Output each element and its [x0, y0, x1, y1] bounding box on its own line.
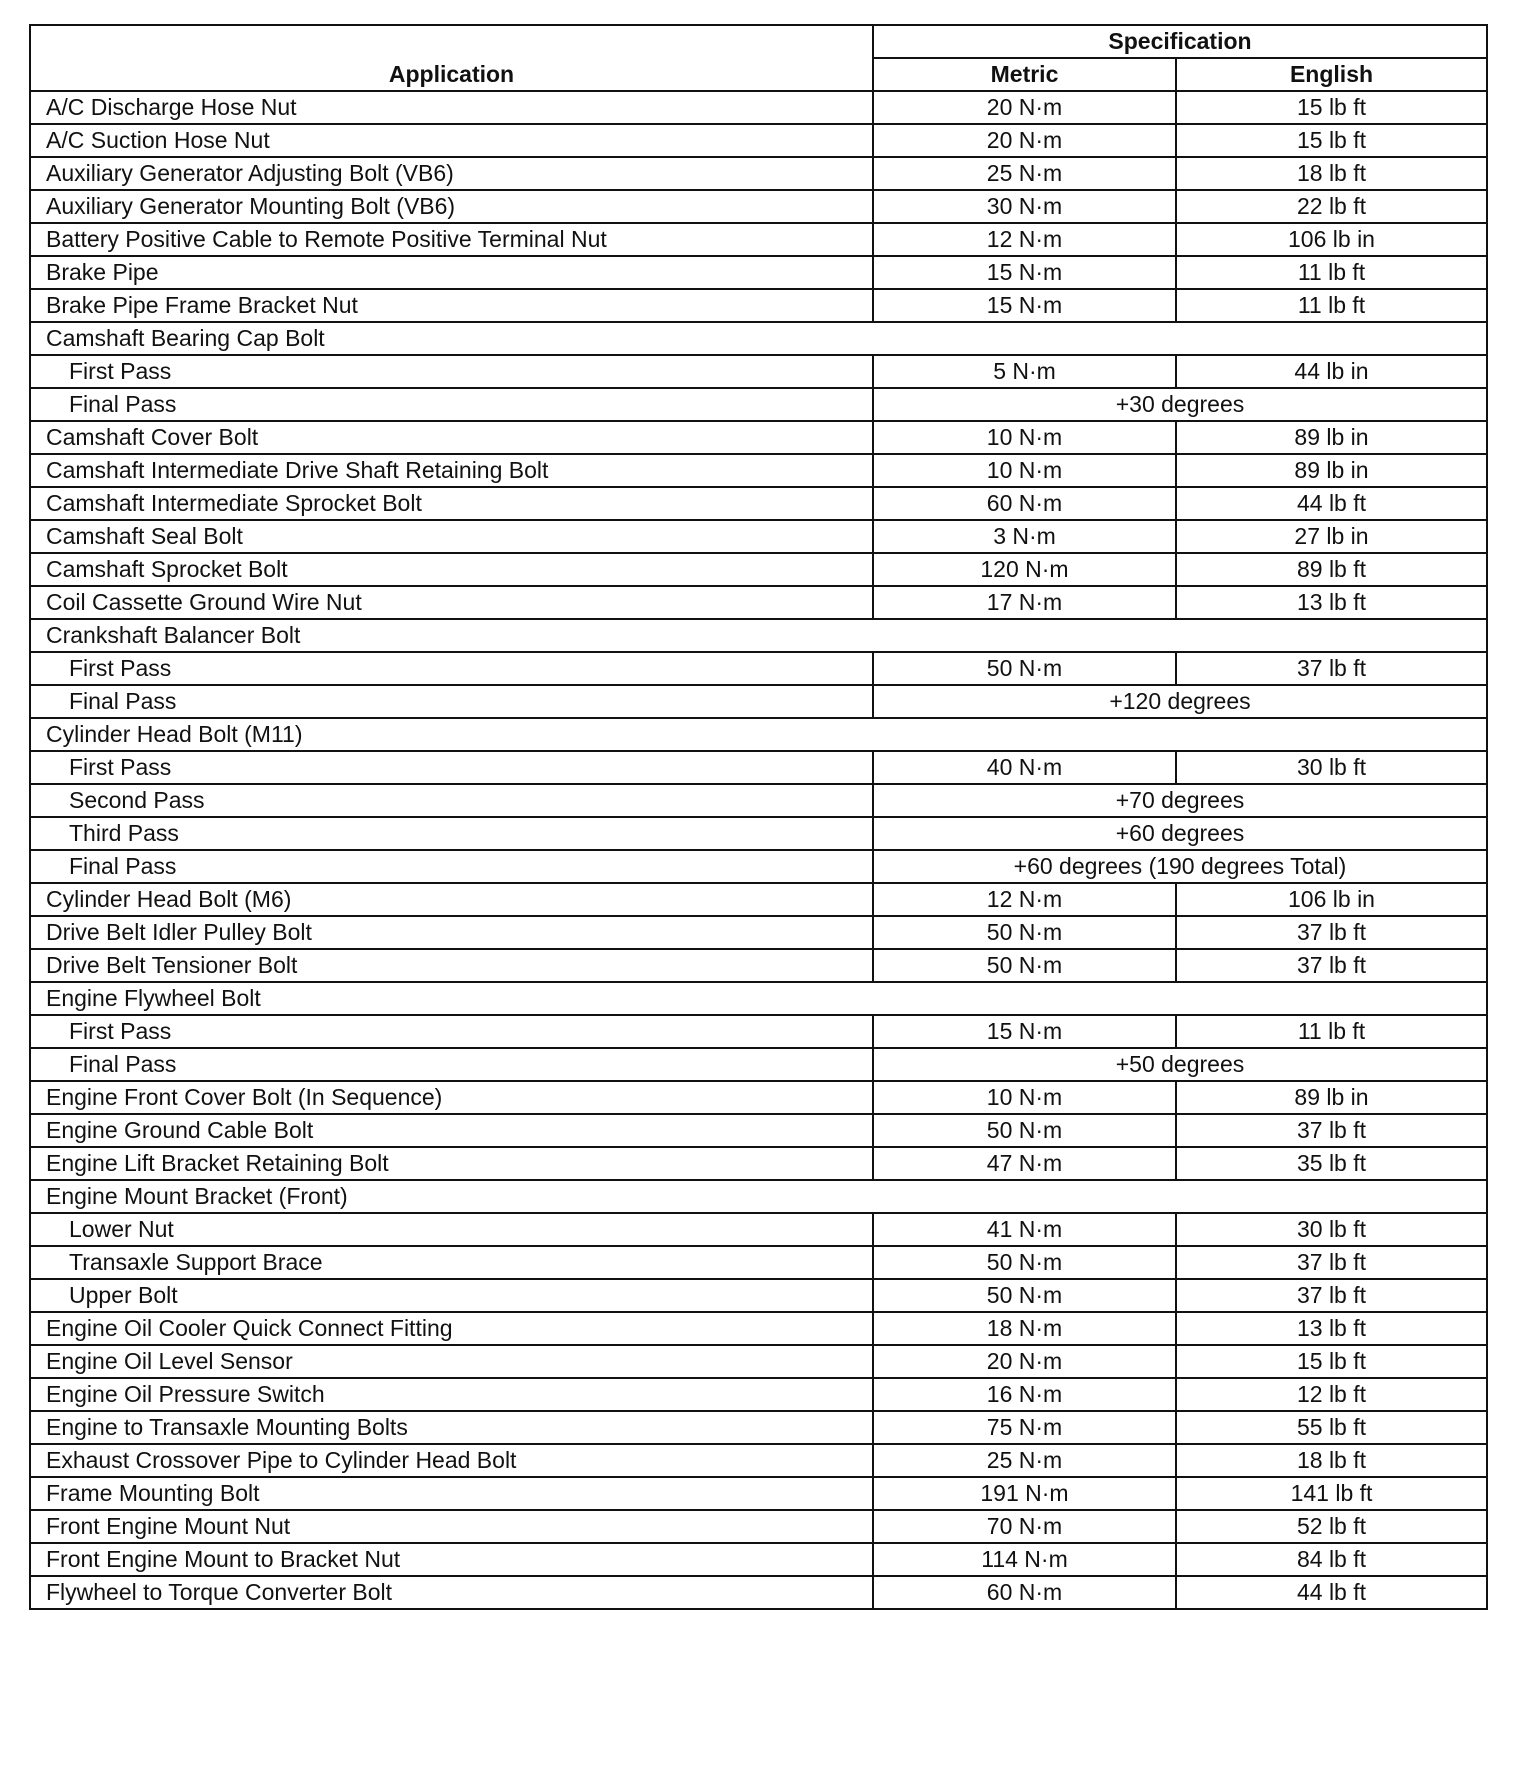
application-cell: Engine Ground Cable Bolt: [30, 1114, 873, 1147]
table-row: [30, 1477, 1487, 1510]
metric-cell: 50 N·m: [873, 949, 1176, 982]
metric-cell: 70 N·m: [873, 1510, 1176, 1543]
table-row: [30, 454, 1487, 487]
metric-cell: 20 N·m: [873, 124, 1176, 157]
application-cell: Battery Positive Cable to Remote Positive Terminal Nut: [30, 223, 873, 256]
application-cell: Engine Mount Bracket (Front): [30, 1180, 1487, 1213]
table-group-row: [30, 1180, 1487, 1213]
specification-cell: +60 degrees (190 degrees Total): [873, 850, 1487, 883]
english-cell: 37 lb ft: [1176, 949, 1487, 982]
english-cell: 12 lb ft: [1176, 1378, 1487, 1411]
english-cell: 84 lb ft: [1176, 1543, 1487, 1576]
table-body: [30, 91, 1487, 1609]
english-cell: 44 lb ft: [1176, 1576, 1487, 1609]
metric-cell: 60 N·m: [873, 1576, 1176, 1609]
table-row: [30, 421, 1487, 454]
english-cell: 89 lb ft: [1176, 553, 1487, 586]
metric-cell: 41 N·m: [873, 1213, 1176, 1246]
metric-cell: 50 N·m: [873, 1279, 1176, 1312]
metric-cell: 25 N·m: [873, 1444, 1176, 1477]
application-cell: Cylinder Head Bolt (M11): [30, 718, 1487, 751]
application-cell: Engine Oil Pressure Switch: [30, 1378, 873, 1411]
application-cell: Crankshaft Balancer Bolt: [30, 619, 1487, 652]
table-row: [30, 817, 1487, 850]
english-cell: 27 lb in: [1176, 520, 1487, 553]
specification-cell: +30 degrees: [873, 388, 1487, 421]
metric-cell: 18 N·m: [873, 1312, 1176, 1345]
english-cell: 37 lb ft: [1176, 916, 1487, 949]
application-cell: First Pass: [30, 1015, 873, 1048]
application-cell: A/C Discharge Hose Nut: [30, 91, 873, 124]
application-cell: Exhaust Crossover Pipe to Cylinder Head Bolt: [30, 1444, 873, 1477]
application-cell: Engine Flywheel Bolt: [30, 982, 1487, 1015]
application-cell: Cylinder Head Bolt (M6): [30, 883, 873, 916]
english-cell: 89 lb in: [1176, 454, 1487, 487]
application-cell: Camshaft Cover Bolt: [30, 421, 873, 454]
table-row: [30, 157, 1487, 190]
table-row: [30, 388, 1487, 421]
application-cell: Final Pass: [30, 1048, 873, 1081]
table-row: [30, 553, 1487, 586]
metric-cell: 17 N·m: [873, 586, 1176, 619]
application-cell: Brake Pipe: [30, 256, 873, 289]
metric-cell: 50 N·m: [873, 1114, 1176, 1147]
table-row: [30, 883, 1487, 916]
english-cell: 37 lb ft: [1176, 1279, 1487, 1312]
torque-spec-table: [29, 24, 1488, 1610]
metric-cell: 15 N·m: [873, 1015, 1176, 1048]
table-row: [30, 850, 1487, 883]
table-row: [30, 1048, 1487, 1081]
metric-cell: 60 N·m: [873, 487, 1176, 520]
table-row: [30, 751, 1487, 784]
table-row: [30, 784, 1487, 817]
metric-cell: 20 N·m: [873, 91, 1176, 124]
table-row: [30, 1081, 1487, 1114]
table-row: [30, 1345, 1487, 1378]
table-row: [30, 1444, 1487, 1477]
english-cell: 37 lb ft: [1176, 1114, 1487, 1147]
application-cell: First Pass: [30, 652, 873, 685]
application-cell: Brake Pipe Frame Bracket Nut: [30, 289, 873, 322]
application-cell: Auxiliary Generator Adjusting Bolt (VB6): [30, 157, 873, 190]
application-cell: Auxiliary Generator Mounting Bolt (VB6): [30, 190, 873, 223]
application-cell: Engine Front Cover Bolt (In Sequence): [30, 1081, 873, 1114]
application-cell: Final Pass: [30, 685, 873, 718]
header-metric: Metric: [873, 58, 1176, 91]
application-cell: Second Pass: [30, 784, 873, 817]
english-cell: 37 lb ft: [1176, 652, 1487, 685]
table-row: [30, 355, 1487, 388]
application-cell: Frame Mounting Bolt: [30, 1477, 873, 1510]
application-cell: Final Pass: [30, 850, 873, 883]
english-cell: 11 lb ft: [1176, 1015, 1487, 1048]
application-cell: Third Pass: [30, 817, 873, 850]
specification-cell: +50 degrees: [873, 1048, 1487, 1081]
metric-cell: 50 N·m: [873, 1246, 1176, 1279]
table-row: [30, 685, 1487, 718]
metric-cell: 114 N·m: [873, 1543, 1176, 1576]
metric-cell: 47 N·m: [873, 1147, 1176, 1180]
application-cell: Final Pass: [30, 388, 873, 421]
specification-cell: +70 degrees: [873, 784, 1487, 817]
english-cell: 106 lb in: [1176, 223, 1487, 256]
metric-cell: 16 N·m: [873, 1378, 1176, 1411]
english-cell: 52 lb ft: [1176, 1510, 1487, 1543]
table-row: [30, 190, 1487, 223]
table-row: [30, 487, 1487, 520]
application-cell: Camshaft Seal Bolt: [30, 520, 873, 553]
application-cell: Camshaft Intermediate Drive Shaft Retaining Bolt: [30, 454, 873, 487]
english-cell: 141 lb ft: [1176, 1477, 1487, 1510]
metric-cell: 120 N·m: [873, 553, 1176, 586]
application-cell: First Pass: [30, 751, 873, 784]
application-cell: Transaxle Support Brace: [30, 1246, 873, 1279]
table-row: [30, 652, 1487, 685]
application-cell: Front Engine Mount to Bracket Nut: [30, 1543, 873, 1576]
application-cell: Camshaft Sprocket Bolt: [30, 553, 873, 586]
metric-cell: 50 N·m: [873, 652, 1176, 685]
english-cell: 89 lb in: [1176, 421, 1487, 454]
table-row: [30, 289, 1487, 322]
table-row: [30, 916, 1487, 949]
application-cell: Engine Oil Cooler Quick Connect Fitting: [30, 1312, 873, 1345]
english-cell: 55 lb ft: [1176, 1411, 1487, 1444]
application-cell: Upper Bolt: [30, 1279, 873, 1312]
metric-cell: 3 N·m: [873, 520, 1176, 553]
metric-cell: 40 N·m: [873, 751, 1176, 784]
table-row: [30, 223, 1487, 256]
english-cell: 15 lb ft: [1176, 124, 1487, 157]
application-cell: First Pass: [30, 355, 873, 388]
specification-cell: +60 degrees: [873, 817, 1487, 850]
table-group-row: [30, 619, 1487, 652]
table-row: [30, 1213, 1487, 1246]
english-cell: 37 lb ft: [1176, 1246, 1487, 1279]
english-cell: 11 lb ft: [1176, 256, 1487, 289]
table-row: [30, 1576, 1487, 1609]
application-cell: Coil Cassette Ground Wire Nut: [30, 586, 873, 619]
english-cell: 35 lb ft: [1176, 1147, 1487, 1180]
metric-cell: 15 N·m: [873, 289, 1176, 322]
metric-cell: 10 N·m: [873, 454, 1176, 487]
english-cell: 22 lb ft: [1176, 190, 1487, 223]
application-cell: Engine to Transaxle Mounting Bolts: [30, 1411, 873, 1444]
english-cell: 89 lb in: [1176, 1081, 1487, 1114]
table-row: [30, 1411, 1487, 1444]
table-row: [30, 1279, 1487, 1312]
application-cell: A/C Suction Hose Nut: [30, 124, 873, 157]
table-row: [30, 1246, 1487, 1279]
table-row: [30, 1510, 1487, 1543]
specification-cell: +120 degrees: [873, 685, 1487, 718]
metric-cell: 75 N·m: [873, 1411, 1176, 1444]
english-cell: 13 lb ft: [1176, 586, 1487, 619]
table-row: [30, 256, 1487, 289]
table-header: [30, 25, 1487, 91]
english-cell: 18 lb ft: [1176, 1444, 1487, 1477]
header-specification: Specification: [873, 25, 1487, 58]
metric-cell: 25 N·m: [873, 157, 1176, 190]
english-cell: 30 lb ft: [1176, 1213, 1487, 1246]
metric-cell: 15 N·m: [873, 256, 1176, 289]
table-row: [30, 586, 1487, 619]
application-cell: Front Engine Mount Nut: [30, 1510, 873, 1543]
application-cell: Camshaft Bearing Cap Bolt: [30, 322, 1487, 355]
table-group-row: [30, 982, 1487, 1015]
header-row-top: [30, 25, 1487, 58]
application-cell: Engine Oil Level Sensor: [30, 1345, 873, 1378]
english-cell: 15 lb ft: [1176, 1345, 1487, 1378]
table-row: [30, 91, 1487, 124]
metric-cell: 12 N·m: [873, 223, 1176, 256]
application-cell: Drive Belt Idler Pulley Bolt: [30, 916, 873, 949]
metric-cell: 191 N·m: [873, 1477, 1176, 1510]
metric-cell: 20 N·m: [873, 1345, 1176, 1378]
table-row: [30, 124, 1487, 157]
table-group-row: [30, 718, 1487, 751]
application-cell: Flywheel to Torque Converter Bolt: [30, 1576, 873, 1609]
english-cell: 18 lb ft: [1176, 157, 1487, 190]
table-row: [30, 1543, 1487, 1576]
header-application: Application: [30, 25, 873, 91]
table-row: [30, 1378, 1487, 1411]
english-cell: 15 lb ft: [1176, 91, 1487, 124]
english-cell: 13 lb ft: [1176, 1312, 1487, 1345]
english-cell: 30 lb ft: [1176, 751, 1487, 784]
english-cell: 106 lb in: [1176, 883, 1487, 916]
application-cell: Drive Belt Tensioner Bolt: [30, 949, 873, 982]
metric-cell: 12 N·m: [873, 883, 1176, 916]
metric-cell: 50 N·m: [873, 916, 1176, 949]
metric-cell: 10 N·m: [873, 421, 1176, 454]
table-row: [30, 949, 1487, 982]
application-cell: Lower Nut: [30, 1213, 873, 1246]
metric-cell: 30 N·m: [873, 190, 1176, 223]
table-row: [30, 1312, 1487, 1345]
table-row: [30, 1147, 1487, 1180]
metric-cell: 10 N·m: [873, 1081, 1176, 1114]
table-group-row: [30, 322, 1487, 355]
application-cell: Engine Lift Bracket Retaining Bolt: [30, 1147, 873, 1180]
english-cell: 44 lb in: [1176, 355, 1487, 388]
table-row: [30, 1114, 1487, 1147]
application-cell: Camshaft Intermediate Sprocket Bolt: [30, 487, 873, 520]
table-row: [30, 1015, 1487, 1048]
metric-cell: 5 N·m: [873, 355, 1176, 388]
table-row: [30, 520, 1487, 553]
english-cell: 44 lb ft: [1176, 487, 1487, 520]
english-cell: 11 lb ft: [1176, 289, 1487, 322]
header-english: English: [1176, 58, 1487, 91]
